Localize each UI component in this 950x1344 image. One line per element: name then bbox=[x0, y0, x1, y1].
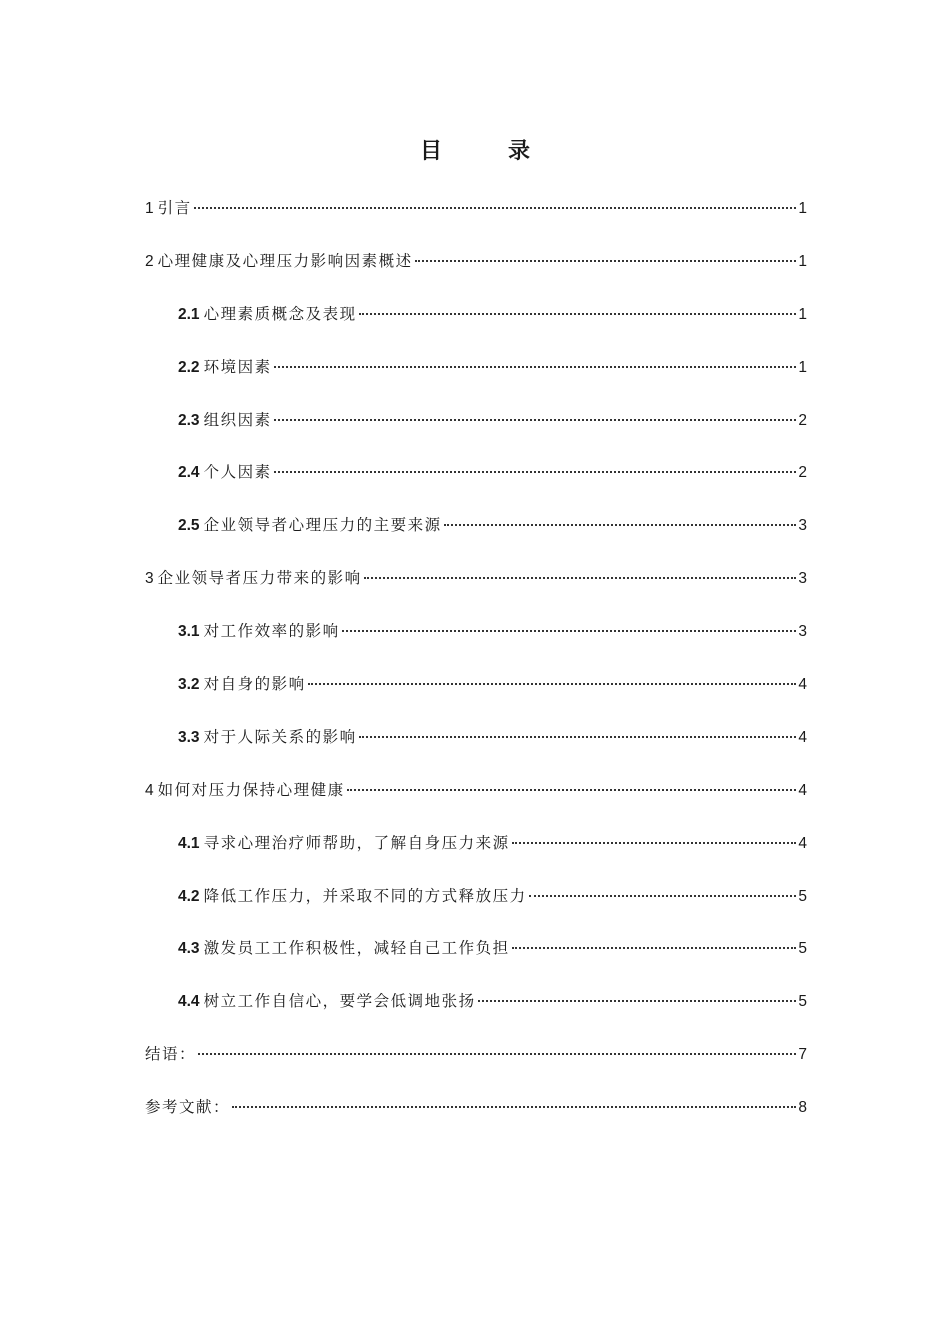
toc-entry-label: 降低工作压力，并采取不同的方式释放压力 bbox=[203, 886, 527, 905]
toc-entry-number: 2.1 bbox=[178, 305, 200, 323]
toc-entry-number: 2.3 bbox=[178, 411, 200, 429]
toc-title: 目 录 bbox=[419, 138, 552, 164]
toc-entry-page: 4 bbox=[798, 728, 807, 746]
toc-entry-number: 4.3 bbox=[178, 940, 200, 958]
toc-entry-number: 4.2 bbox=[178, 887, 200, 905]
toc-entry-number: 4.4 bbox=[178, 993, 200, 1011]
toc-entry[interactable] bbox=[145, 247, 807, 300]
toc-entry[interactable] bbox=[145, 564, 807, 617]
toc-entry-page: 2 bbox=[798, 464, 807, 482]
toc-entry[interactable] bbox=[145, 987, 807, 1040]
toc-entry-label: 企业领导者心理压力的主要来源 bbox=[203, 516, 442, 535]
toc-entry-page: 5 bbox=[798, 887, 807, 905]
toc-entry-label: 个人因素 bbox=[203, 463, 272, 482]
toc-leader-dots bbox=[512, 947, 797, 949]
toc-entry-number: 3.2 bbox=[178, 676, 200, 694]
toc-entry-label: 引言 bbox=[157, 199, 192, 217]
toc-entry-label: 对工作效率的影响 bbox=[203, 622, 340, 641]
toc-entry-page: 2 bbox=[798, 411, 807, 429]
toc-entry-page: 3 bbox=[798, 623, 807, 641]
toc-leader-dots bbox=[529, 895, 797, 897]
toc-entry-page: 3 bbox=[798, 517, 807, 535]
toc-leader-dots bbox=[347, 789, 797, 791]
toc-leader-dots bbox=[415, 260, 797, 262]
toc-entry[interactable] bbox=[145, 458, 807, 511]
toc-entry-page: 4 bbox=[798, 676, 807, 694]
toc-entry-page: 4 bbox=[798, 781, 807, 799]
table-of-contents bbox=[145, 194, 807, 1146]
toc-entry[interactable] bbox=[145, 511, 807, 564]
toc-entry-page: 3 bbox=[798, 570, 807, 588]
toc-entry-number: 4.1 bbox=[178, 834, 200, 852]
toc-entry-number: 3.3 bbox=[178, 728, 200, 746]
toc-entry-label: 心理素质概念及表现 bbox=[203, 304, 357, 323]
toc-entry-label: 心理健康及心理压力影响因素概述 bbox=[157, 251, 413, 270]
toc-entry[interactable] bbox=[145, 300, 807, 353]
toc-leader-dots bbox=[359, 736, 797, 738]
toc-entry-page: 1 bbox=[798, 200, 807, 217]
toc-leader-dots bbox=[274, 419, 797, 421]
toc-leader-dots bbox=[359, 313, 797, 315]
toc-entry-page: 4 bbox=[798, 834, 807, 852]
toc-entry-label: 寻求心理治疗师帮助，了解自身压力来源 bbox=[203, 833, 510, 852]
toc-entry[interactable] bbox=[145, 353, 807, 406]
toc-leader-dots bbox=[364, 577, 797, 579]
toc-entry-label: 对自身的影响 bbox=[203, 675, 306, 694]
toc-entry-number: 3 bbox=[145, 570, 154, 588]
toc-entry[interactable] bbox=[145, 194, 807, 247]
toc-leader-dots bbox=[512, 842, 797, 844]
toc-entry-number: 4 bbox=[145, 781, 154, 799]
toc-entry-page: 1 bbox=[798, 358, 807, 376]
toc-entry-label: 组织因素 bbox=[203, 410, 272, 429]
toc-entry-label: 激发员工工作积极性，减轻自己工作负担 bbox=[203, 939, 510, 958]
toc-entry[interactable] bbox=[145, 776, 807, 829]
toc-entry-number: 2.5 bbox=[178, 517, 200, 535]
toc-entry[interactable] bbox=[145, 934, 807, 987]
toc-entry-page: 7 bbox=[798, 1046, 807, 1064]
toc-entry-page: 1 bbox=[798, 252, 807, 270]
toc-leader-dots bbox=[478, 1000, 797, 1002]
toc-leader-dots bbox=[308, 683, 797, 685]
toc-leader-dots bbox=[274, 471, 797, 473]
toc-entry[interactable] bbox=[145, 882, 807, 935]
toc-entry-number: 2 bbox=[145, 252, 154, 270]
toc-leader-dots bbox=[198, 1053, 796, 1055]
toc-entry-label: 如何对压力保持心理健康 bbox=[157, 780, 345, 799]
toc-entry[interactable] bbox=[145, 406, 807, 459]
toc-leader-dots bbox=[342, 630, 797, 632]
toc-entry-page: 1 bbox=[798, 305, 807, 323]
toc-entry-number: 3.1 bbox=[178, 623, 200, 641]
toc-entry-number: 2.4 bbox=[178, 464, 200, 482]
toc-entry-page: 8 bbox=[798, 1099, 807, 1117]
toc-entry-label: 企业领导者压力带来的影响 bbox=[157, 569, 362, 588]
toc-entry[interactable] bbox=[145, 1093, 807, 1146]
toc-entry-number: 1 bbox=[145, 200, 154, 217]
toc-entry-label: 环境因素 bbox=[203, 357, 272, 376]
toc-entry-page: 5 bbox=[798, 940, 807, 958]
toc-entry-number: 2.2 bbox=[178, 358, 200, 376]
toc-leader-dots bbox=[274, 366, 797, 368]
toc-leader-dots bbox=[444, 524, 797, 526]
toc-entry-page: 5 bbox=[798, 993, 807, 1011]
toc-entry[interactable] bbox=[145, 723, 807, 776]
toc-entry-label: 树立工作自信心，要学会低调地张扬 bbox=[203, 992, 476, 1011]
toc-entry-label: 对于人际关系的影响 bbox=[203, 727, 357, 746]
toc-leader-dots bbox=[232, 1106, 796, 1108]
toc-entry[interactable] bbox=[145, 829, 807, 882]
toc-entry[interactable] bbox=[145, 1040, 807, 1093]
toc-entry[interactable] bbox=[145, 617, 807, 670]
toc-leader-dots bbox=[194, 207, 797, 209]
toc-entry[interactable] bbox=[145, 670, 807, 723]
toc-entry-label: 参考文献： bbox=[145, 1098, 231, 1117]
toc-entry-label: 结语： bbox=[145, 1045, 197, 1064]
